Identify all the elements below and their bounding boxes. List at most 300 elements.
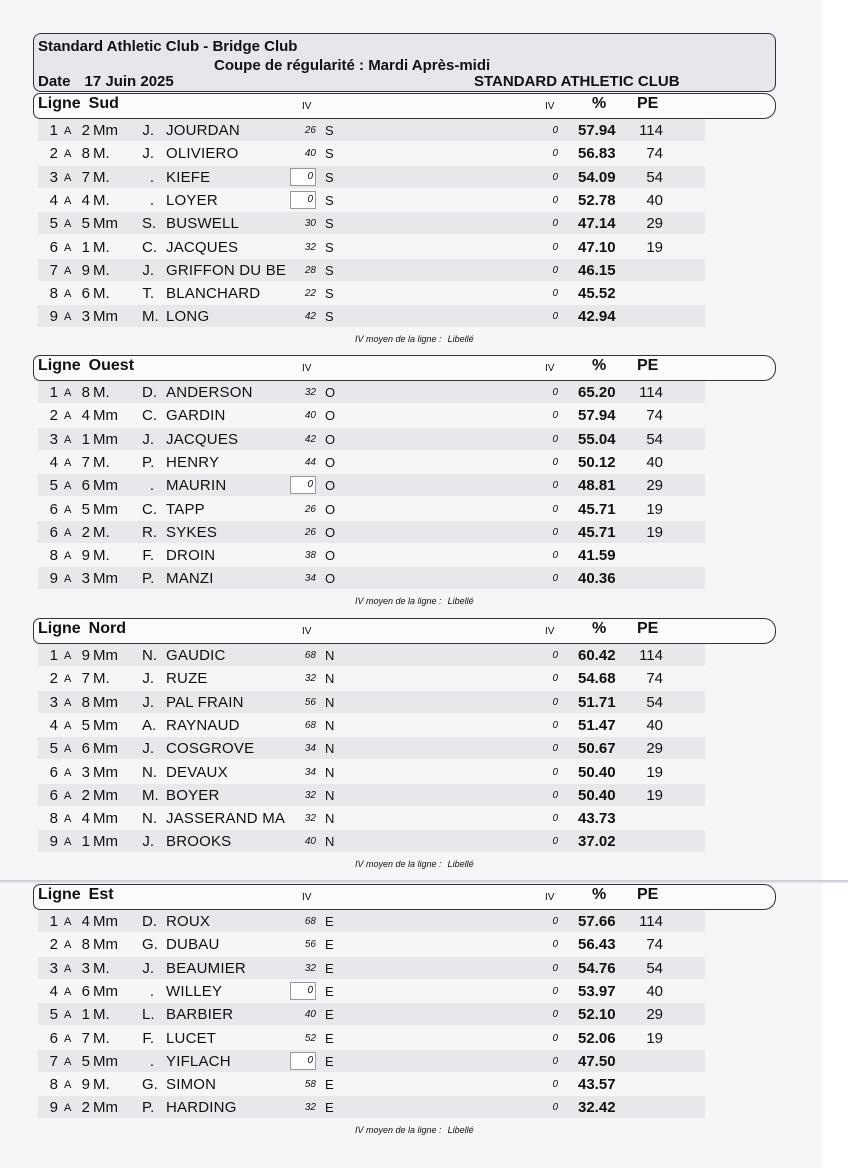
player-name: COSGROVE: [166, 740, 255, 758]
percentage: 45.71: [578, 500, 616, 518]
section-header: [33, 355, 776, 381]
rank-suffix: A: [64, 1032, 72, 1045]
iv-moyen-label: IV moyen de la ligne :: [355, 333, 442, 344]
percentage: 57.94: [578, 122, 616, 139]
table-row: [38, 567, 705, 589]
initial: M.: [142, 308, 159, 326]
pe-column-header: PE: [637, 620, 659, 637]
player-name: GAUDIC: [166, 647, 226, 664]
iv2-value: 0: [552, 836, 558, 848]
pe-points: 19: [646, 763, 663, 781]
iv-value: 40: [304, 148, 316, 160]
direction: N: [325, 787, 335, 803]
initial: J.: [142, 261, 154, 279]
percentage: 55.04: [578, 430, 616, 448]
ligne-label: Ligne: [38, 886, 81, 903]
iv-column-header: IV: [302, 363, 312, 374]
date-value: 17 Juin 2025: [84, 73, 174, 90]
club-name-right: STANDARD ATHLETIC CLUB: [474, 73, 680, 90]
iv2-value: 0: [552, 1079, 558, 1091]
iv-value: 0: [290, 476, 316, 494]
pair-number: 7: [81, 453, 90, 471]
iv-value: 42: [304, 311, 316, 323]
date-label: Date: [38, 73, 71, 90]
iv-value: 58: [304, 1079, 316, 1091]
section-ouest: [0, 355, 848, 605]
civility: Mm: [93, 308, 118, 326]
rank-suffix: A: [64, 673, 72, 686]
direction: S: [325, 262, 334, 278]
civility: Mm: [93, 1052, 118, 1070]
iv2-value: 0: [552, 433, 558, 445]
rank: 6: [49, 500, 58, 518]
civility: Mm: [93, 430, 118, 448]
player-name: MAURIN: [166, 477, 227, 495]
iv2-column-header: IV: [545, 626, 555, 637]
rank: 4: [49, 716, 58, 734]
iv-value: 40: [304, 410, 316, 422]
table-row: [38, 212, 705, 234]
initial: M.: [142, 786, 159, 804]
pair-number: 8: [81, 384, 90, 401]
player-name: BLANCHARD: [166, 285, 261, 303]
player-name: LONG: [166, 308, 210, 326]
table-row: [38, 474, 705, 496]
rank: 6: [49, 763, 58, 781]
iv2-value: 0: [552, 241, 558, 253]
iv2-value: 0: [552, 526, 558, 538]
rank: 2: [49, 145, 58, 163]
percentage: 57.66: [578, 913, 616, 930]
rank: 8: [49, 285, 58, 303]
pe-points: 54: [646, 168, 663, 186]
percentage: 48.81: [578, 477, 616, 495]
iv2-value: 0: [552, 813, 558, 825]
iv-value: 34: [304, 766, 316, 778]
pair-number: 3: [81, 763, 90, 781]
iv2-value: 0: [552, 743, 558, 755]
civility: Mm: [93, 693, 118, 711]
civility: Mm: [93, 477, 118, 495]
iv2-value: 0: [552, 264, 558, 276]
ligne-label: Ligne: [38, 357, 81, 374]
civility: M.: [93, 1029, 110, 1047]
percentage: 54.68: [578, 670, 616, 688]
table-row: [38, 189, 705, 211]
table-row: [38, 910, 705, 932]
civility: Mm: [93, 936, 118, 954]
player-name: DUBAU: [166, 936, 220, 954]
iv2-value: 0: [552, 1055, 558, 1067]
rank: 2: [49, 670, 58, 688]
iv-value: 32: [304, 1102, 316, 1114]
direction: S: [325, 216, 334, 232]
iv-value: 38: [304, 550, 316, 562]
table-row: [38, 1050, 705, 1072]
iv-moyen-line: [355, 859, 474, 869]
percentage: 52.10: [578, 1006, 616, 1024]
pe-points: 114: [639, 913, 663, 930]
civility: Mm: [93, 763, 118, 781]
percentage: 42.94: [578, 308, 616, 326]
iv-value: 40: [304, 836, 316, 848]
libelle-label: Libellé: [447, 1124, 474, 1135]
civility: Mm: [93, 570, 118, 588]
rank-suffix: A: [64, 503, 72, 516]
pair-number: 5: [81, 215, 90, 233]
pe-column-header: PE: [637, 357, 659, 374]
table-row: [38, 236, 705, 258]
ligne-name: Nord: [88, 620, 126, 637]
iv-value: 32: [304, 962, 316, 974]
rank: 5: [49, 477, 58, 495]
iv-value: 30: [304, 218, 316, 230]
iv-value: 32: [304, 813, 316, 825]
player-name: BARBIER: [166, 1006, 234, 1024]
civility: M.: [93, 959, 110, 977]
percentage: 40.36: [578, 570, 616, 588]
iv2-value: 0: [552, 939, 558, 951]
iv-value: 56: [304, 696, 316, 708]
pair-number: 4: [81, 913, 90, 930]
ligne-name: Sud: [88, 95, 119, 112]
civility: M.: [93, 238, 110, 256]
pair-number: 5: [81, 500, 90, 518]
direction: E: [325, 914, 334, 929]
civility: M.: [93, 191, 110, 209]
rank: 1: [49, 647, 58, 664]
pair-number: 1: [81, 430, 90, 448]
rank-suffix: A: [64, 766, 72, 779]
initial: .: [149, 168, 154, 186]
iv-column-header: IV: [302, 626, 312, 637]
percentage: 51.71: [578, 693, 616, 711]
rank-suffix: A: [64, 433, 72, 446]
ligne-name: Ouest: [88, 357, 135, 374]
table-row: [38, 691, 705, 713]
pe-points: 29: [646, 215, 663, 233]
rank: 3: [49, 959, 58, 977]
table-row: [38, 282, 705, 304]
rank-suffix: A: [64, 836, 72, 849]
pair-number: 6: [81, 285, 90, 303]
initial: .: [149, 1052, 154, 1070]
initial: T.: [142, 285, 154, 303]
table-row: [38, 830, 705, 852]
iv2-value: 0: [552, 480, 558, 492]
iv-value: 34: [304, 743, 316, 755]
rank-suffix: A: [64, 789, 72, 802]
pe-points: 19: [646, 500, 663, 518]
percentage: 50.67: [578, 740, 616, 758]
initial: A.: [142, 716, 157, 734]
iv2-value: 0: [552, 789, 558, 801]
section-header: [33, 93, 776, 119]
direction: E: [325, 1077, 334, 1093]
table-row: [38, 544, 705, 566]
player-name: BOYER: [166, 786, 220, 804]
rank: 3: [49, 430, 58, 448]
initial: P.: [142, 453, 155, 471]
iv2-value: 0: [552, 194, 558, 206]
pair-number: 4: [81, 191, 90, 209]
pe-points: 40: [646, 191, 663, 209]
initial: J.: [142, 430, 154, 448]
civility: Mm: [93, 647, 118, 664]
iv2-value: 0: [552, 696, 558, 708]
iv-column-header: IV: [302, 892, 312, 903]
pair-number: 6: [81, 982, 90, 1000]
table-row: [38, 1073, 705, 1095]
percent-column-header: %: [592, 95, 607, 112]
civility: Mm: [93, 215, 118, 233]
percent-column-header: %: [592, 357, 607, 374]
page-fold: [0, 880, 848, 883]
pe-points: 19: [646, 523, 663, 541]
rank-suffix: A: [64, 550, 72, 563]
direction: E: [325, 983, 334, 999]
initial: .: [149, 191, 154, 209]
rank: 9: [49, 570, 58, 588]
direction: O: [325, 385, 336, 400]
rank: 6: [49, 1029, 58, 1047]
direction: O: [325, 431, 336, 447]
rank-suffix: A: [64, 241, 72, 254]
pe-points: 40: [646, 982, 663, 1000]
table-row: [38, 980, 705, 1002]
section-title: [38, 620, 126, 638]
pair-number: 5: [81, 1052, 90, 1070]
table-row: [38, 784, 705, 806]
rank-suffix: A: [64, 264, 72, 277]
rank: 8: [49, 547, 58, 565]
civility: M.: [93, 384, 110, 401]
iv2-value: 0: [552, 673, 558, 685]
pair-number: 7: [81, 670, 90, 688]
iv-value: 0: [290, 1052, 316, 1070]
initial: J.: [142, 693, 154, 711]
table-row: [38, 404, 705, 426]
player-name: ROUX: [166, 913, 211, 930]
pair-number: 9: [81, 547, 90, 565]
rank-suffix: A: [64, 456, 72, 469]
player-name: BROOKS: [166, 833, 232, 851]
iv-moyen-line: [355, 1125, 474, 1135]
iv2-column-header: IV: [545, 101, 555, 112]
rank: 2: [49, 407, 58, 425]
civility: Mm: [93, 716, 118, 734]
pair-number: 9: [81, 261, 90, 279]
rank-suffix: A: [64, 1009, 72, 1022]
initial: G.: [142, 936, 158, 954]
iv-value: 32: [304, 387, 316, 398]
pair-number: 3: [81, 308, 90, 326]
pe-column-header: PE: [637, 886, 659, 903]
table-row: [38, 166, 705, 188]
iv2-value: 0: [552, 916, 558, 927]
civility: M.: [93, 285, 110, 303]
initial: P.: [142, 1099, 155, 1117]
rank-suffix: A: [64, 813, 72, 826]
civility: M.: [93, 1006, 110, 1024]
rank-suffix: A: [64, 171, 72, 184]
iv2-column-header: IV: [545, 892, 555, 903]
initial: J.: [142, 959, 154, 977]
percentage: 56.43: [578, 936, 616, 954]
percentage: 46.15: [578, 261, 616, 279]
iv2-column-header: IV: [545, 363, 555, 374]
iv-moyen-label: IV moyen de la ligne :: [355, 1124, 442, 1135]
rank: 5: [49, 1006, 58, 1024]
percentage: 56.83: [578, 145, 616, 163]
iv-value: 68: [304, 719, 316, 731]
rank-suffix: A: [64, 573, 72, 586]
pair-number: 6: [81, 740, 90, 758]
table-row: [38, 714, 705, 736]
initial: L.: [142, 1006, 155, 1024]
civility: M.: [93, 261, 110, 279]
civility: Mm: [93, 1099, 118, 1117]
pe-points: 74: [646, 936, 663, 954]
rank: 4: [49, 982, 58, 1000]
initial: .: [149, 477, 154, 495]
table-row: [38, 451, 705, 473]
pe-points: 19: [646, 1029, 663, 1047]
pe-points: 40: [646, 453, 663, 471]
civility: Mm: [93, 122, 118, 139]
iv-column-header: IV: [302, 101, 312, 112]
player-name: SIMON: [166, 1076, 217, 1094]
civility: M.: [93, 547, 110, 565]
percentage: 47.10: [578, 238, 616, 256]
initial: J.: [142, 670, 154, 688]
initial: F.: [142, 1029, 154, 1047]
rank-suffix: A: [64, 962, 72, 975]
iv-value: 32: [304, 241, 316, 253]
iv2-value: 0: [552, 1009, 558, 1021]
iv-value: 56: [304, 939, 316, 951]
direction: S: [325, 309, 334, 325]
pair-number: 6: [81, 477, 90, 495]
table-row: [38, 761, 705, 783]
percent-column-header: %: [592, 886, 607, 903]
initial: .: [149, 982, 154, 1000]
percentage: 50.40: [578, 763, 616, 781]
rank: 4: [49, 191, 58, 209]
rank: 4: [49, 453, 58, 471]
rank: 6: [49, 523, 58, 541]
percentage: 45.71: [578, 523, 616, 541]
pair-number: 1: [81, 238, 90, 256]
civility: Mm: [93, 833, 118, 851]
ligne-label: Ligne: [38, 95, 81, 112]
rank-suffix: A: [64, 1102, 72, 1115]
pe-points: 114: [639, 122, 663, 139]
percentage: 41.59: [578, 547, 616, 565]
pe-column-header: PE: [637, 95, 659, 112]
document-header: [33, 33, 776, 92]
section-header: [33, 618, 776, 644]
player-name: JOURDAN: [166, 122, 240, 139]
player-name: GARDIN: [166, 407, 226, 425]
iv2-value: 0: [552, 573, 558, 585]
percentage: 47.14: [578, 215, 616, 233]
direction: N: [325, 671, 335, 687]
iv-value: 0: [290, 168, 316, 186]
percentage: 52.06: [578, 1029, 616, 1047]
initial: S.: [142, 215, 157, 233]
direction: N: [325, 717, 335, 733]
table-row: [38, 521, 705, 543]
initial: C.: [142, 500, 157, 518]
rank: 9: [49, 308, 58, 326]
table-row: [38, 667, 705, 689]
table-row: [38, 933, 705, 955]
rank-suffix: A: [64, 387, 72, 399]
rank: 2: [49, 936, 58, 954]
table-row: [38, 381, 705, 403]
section-title: [38, 886, 114, 904]
player-name: MANZI: [166, 570, 214, 588]
table-row: [38, 305, 705, 327]
initial: C.: [142, 238, 157, 256]
rank-suffix: A: [64, 719, 72, 732]
direction: N: [325, 694, 335, 710]
civility: M.: [93, 670, 110, 688]
player-name: PAL FRAIN: [166, 693, 244, 711]
player-name: TAPP: [166, 500, 205, 518]
player-name: LOYER: [166, 191, 218, 209]
iv-value: 34: [304, 573, 316, 585]
rank: 6: [49, 786, 58, 804]
civility: Mm: [93, 500, 118, 518]
iv2-value: 0: [552, 410, 558, 422]
rank-suffix: A: [64, 1079, 72, 1092]
pair-number: 4: [81, 407, 90, 425]
section-title: [38, 357, 134, 375]
rank: 7: [49, 261, 58, 279]
pe-points: 54: [646, 430, 663, 448]
percentage: 43.73: [578, 810, 616, 828]
player-name: OLIVIERO: [166, 145, 239, 163]
pair-number: 8: [81, 936, 90, 954]
percentage: 54.76: [578, 959, 616, 977]
direction: S: [325, 192, 334, 208]
pair-number: 8: [81, 693, 90, 711]
civility: Mm: [93, 407, 118, 425]
iv-value: 0: [290, 191, 316, 209]
player-name: KIEFE: [166, 168, 211, 186]
competition-title: Coupe de régularité : Mardi Après-midi: [214, 57, 491, 74]
direction: E: [325, 1030, 334, 1046]
direction: S: [325, 169, 334, 185]
percentage: 32.42: [578, 1099, 616, 1117]
iv2-value: 0: [552, 311, 558, 323]
ligne-label: Ligne: [38, 620, 81, 637]
rank: 8: [49, 1076, 58, 1094]
direction: O: [325, 408, 336, 424]
rank: 8: [49, 810, 58, 828]
pair-number: 1: [81, 833, 90, 851]
rank-suffix: A: [64, 148, 72, 161]
section-title: [38, 95, 119, 113]
pair-number: 9: [81, 647, 90, 664]
pe-points: 114: [639, 647, 663, 664]
pair-number: 9: [81, 1076, 90, 1094]
iv-value: 26: [304, 125, 316, 136]
player-name: DEVAUX: [166, 763, 228, 781]
direction: N: [325, 648, 335, 663]
